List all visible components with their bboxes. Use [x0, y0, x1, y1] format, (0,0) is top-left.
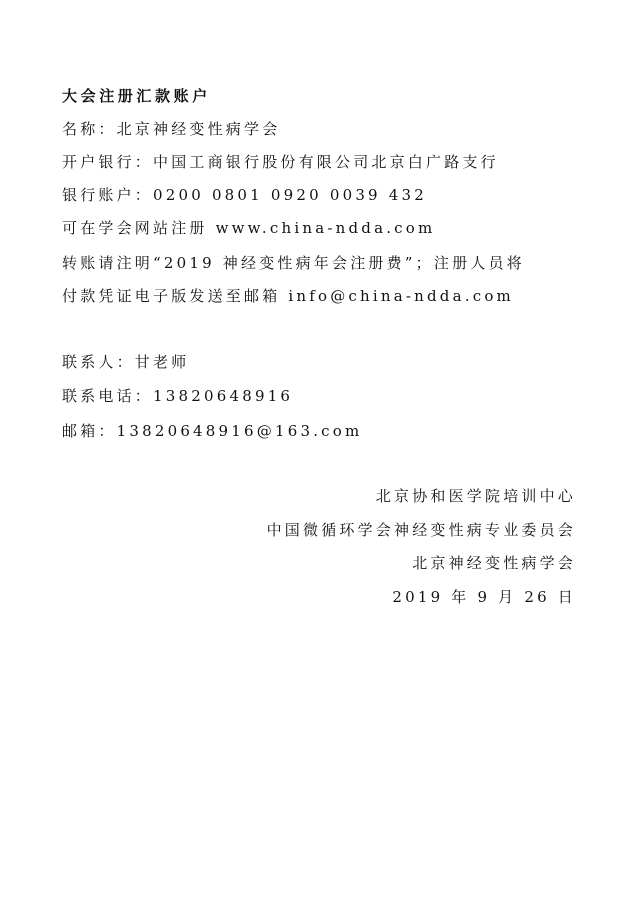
contact-person-line: 联系人：甘老师 [62, 353, 190, 371]
section-heading: 大会注册汇款账户 [62, 87, 211, 105]
account-number-line: 银行账户：0200 0801 0920 0039 432 [62, 186, 427, 204]
signature-org-3: 北京神经变性病学会 [412, 554, 576, 572]
website-line: 可在学会网站注册 www.china-ndda.com [62, 219, 436, 237]
transfer-note-line-1: 转账请注明“2019 神经变性病年会注册费”；注册人员将 [62, 254, 525, 272]
bank-branch-line: 开户银行：中国工商银行股份有限公司北京白广路支行 [62, 153, 499, 171]
signature-date: 2019 年 9 月 26 日 [392, 588, 576, 606]
contact-email-line: 邮箱：13820648916@163.com [62, 422, 363, 440]
transfer-note-line-2: 付款凭证电子版发送至邮箱 info@china-ndda.com [62, 287, 514, 305]
signature-org-1: 北京协和医学院培训中心 [375, 487, 576, 505]
contact-phone-line: 联系电话：13820648916 [62, 387, 294, 405]
signature-org-2: 中国微循环学会神经变性病专业委员会 [266, 521, 576, 539]
account-name-line: 名称：北京神经变性病学会 [62, 120, 281, 138]
